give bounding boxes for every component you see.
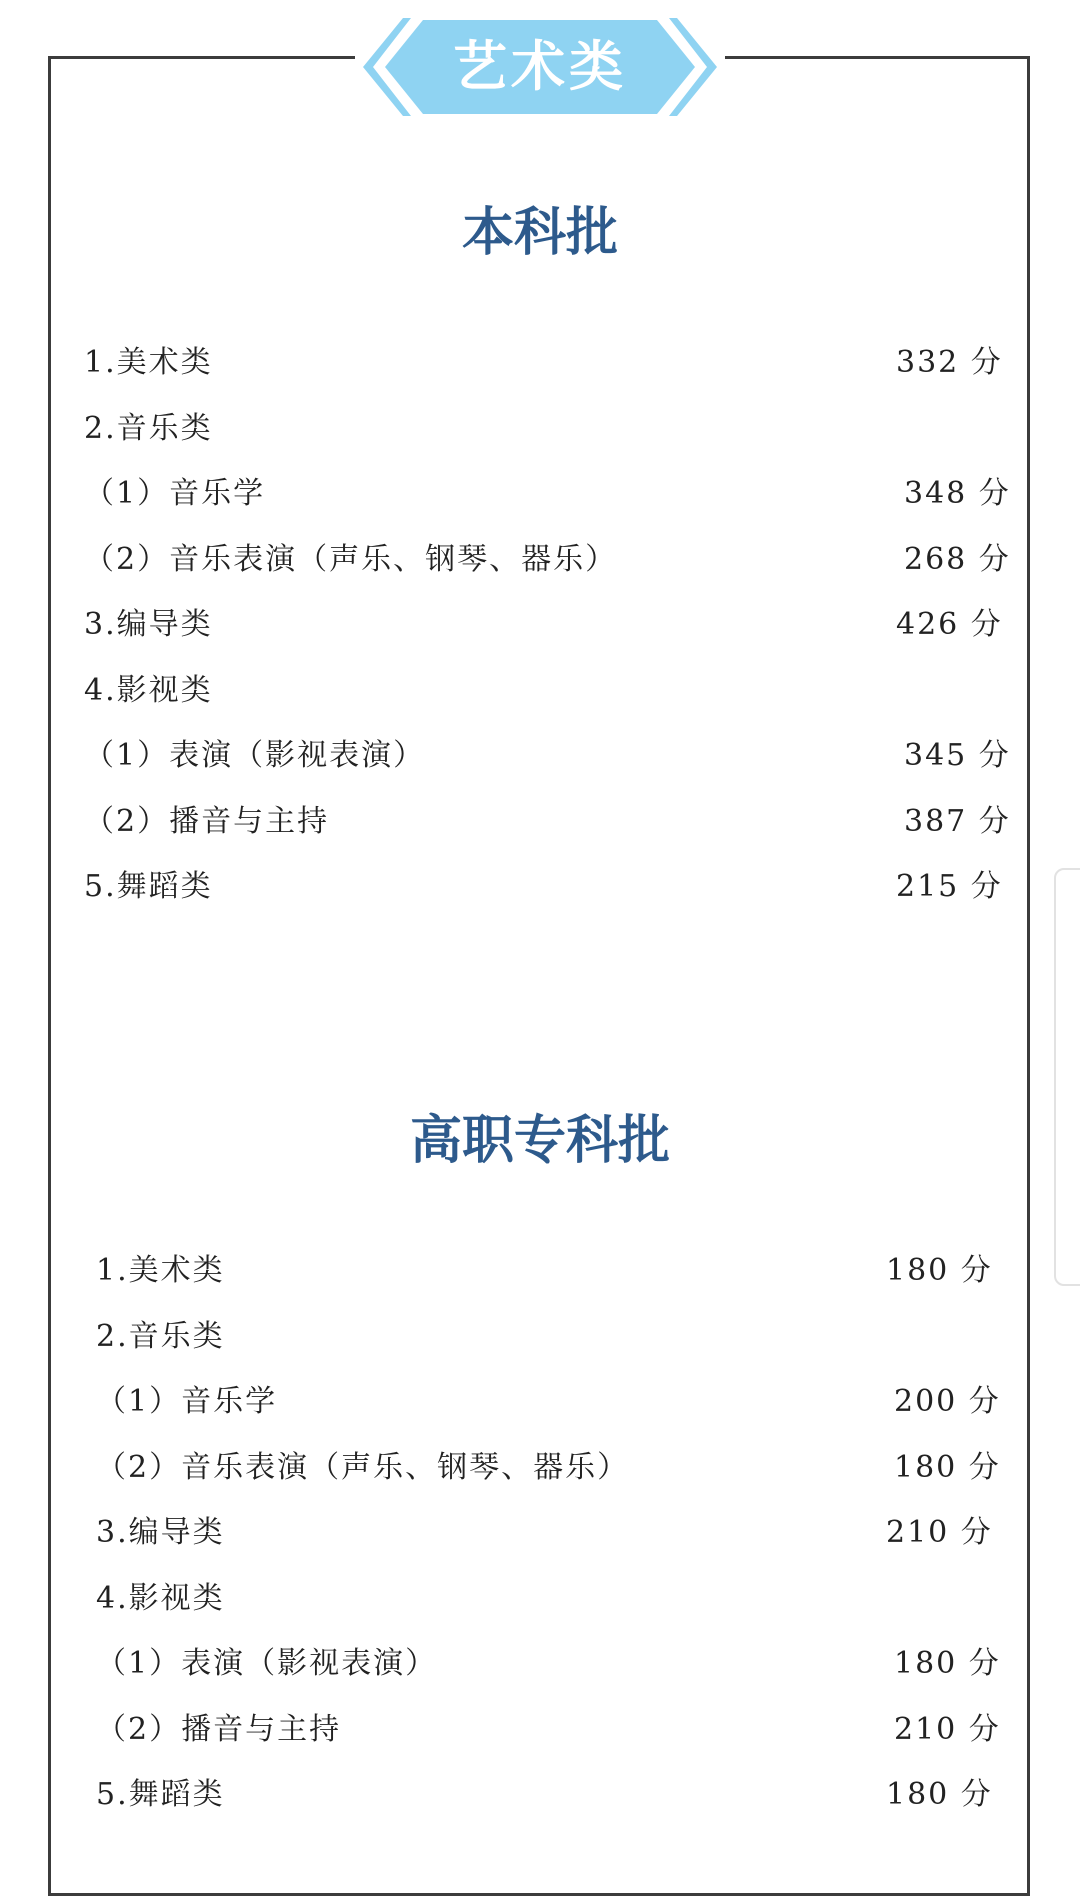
item-score: 215 分 xyxy=(896,869,1003,904)
list-item xyxy=(84,527,1011,593)
list-item xyxy=(84,330,1004,396)
item-score: 387 分 xyxy=(904,803,1011,839)
item-label: 3.编导类 xyxy=(84,607,213,642)
item-score: 348 分 xyxy=(904,476,1011,511)
list-item xyxy=(96,1631,1001,1697)
list-item xyxy=(96,1435,1001,1501)
item-label: （2）播音与主持 xyxy=(96,1711,342,1747)
item-label: （1）表演（影视表演） xyxy=(84,738,426,773)
score-list-undergraduate xyxy=(84,330,1011,920)
list-item xyxy=(96,1762,996,1828)
section-title-undergraduate: 本科批 xyxy=(461,203,618,263)
list-item xyxy=(84,396,1004,462)
section-title-vocational: 高职专科批 xyxy=(409,1111,670,1171)
list-item xyxy=(96,1304,996,1370)
item-score: 180 分 xyxy=(886,1253,993,1288)
item-label: （2）音乐表演（声乐、钢琴、器乐） xyxy=(84,541,618,577)
item-label: （2）播音与主持 xyxy=(84,803,330,839)
item-label: （1）音乐学 xyxy=(96,1384,278,1419)
list-item xyxy=(84,461,1011,527)
list-item xyxy=(84,658,1004,724)
item-label: 5.舞蹈类 xyxy=(96,1777,225,1812)
item-score: 210 分 xyxy=(886,1515,993,1550)
item-score: 200 分 xyxy=(894,1384,1001,1419)
list-item xyxy=(84,592,1004,658)
item-label: 1.美术类 xyxy=(84,345,213,380)
list-item xyxy=(84,854,1004,920)
item-label: 4.影视类 xyxy=(84,672,213,708)
score-list-vocational xyxy=(96,1238,1001,1828)
side-scroll-tab[interactable] xyxy=(1054,868,1080,1286)
item-score: 180 分 xyxy=(886,1777,993,1812)
item-label: （1）表演（影视表演） xyxy=(96,1646,438,1681)
item-label: 5.舞蹈类 xyxy=(84,869,213,904)
category-badge-label: 艺术类 xyxy=(453,35,627,98)
item-score: 268 分 xyxy=(904,541,1011,577)
item-score: 180 分 xyxy=(894,1646,1001,1681)
item-label: （1）音乐学 xyxy=(84,476,266,511)
list-item xyxy=(96,1500,996,1566)
item-label: 4.影视类 xyxy=(96,1580,225,1616)
item-score: 332 分 xyxy=(896,345,1003,380)
list-item xyxy=(96,1697,1001,1763)
list-item xyxy=(96,1369,1001,1435)
list-item xyxy=(84,723,1011,789)
item-score: 180 分 xyxy=(894,1449,1001,1485)
item-label: 2.音乐类 xyxy=(96,1318,225,1354)
item-label: 1.美术类 xyxy=(96,1253,225,1288)
item-score: 345 分 xyxy=(904,738,1011,773)
item-score: 210 分 xyxy=(894,1711,1001,1747)
list-item xyxy=(96,1566,996,1632)
item-label: 3.编导类 xyxy=(96,1515,225,1550)
category-badge xyxy=(355,8,725,126)
list-item xyxy=(84,789,1011,855)
item-score: 426 分 xyxy=(896,607,1003,642)
list-item xyxy=(96,1238,996,1304)
item-label: （2）音乐表演（声乐、钢琴、器乐） xyxy=(96,1449,630,1485)
item-label: 2.音乐类 xyxy=(84,410,213,446)
